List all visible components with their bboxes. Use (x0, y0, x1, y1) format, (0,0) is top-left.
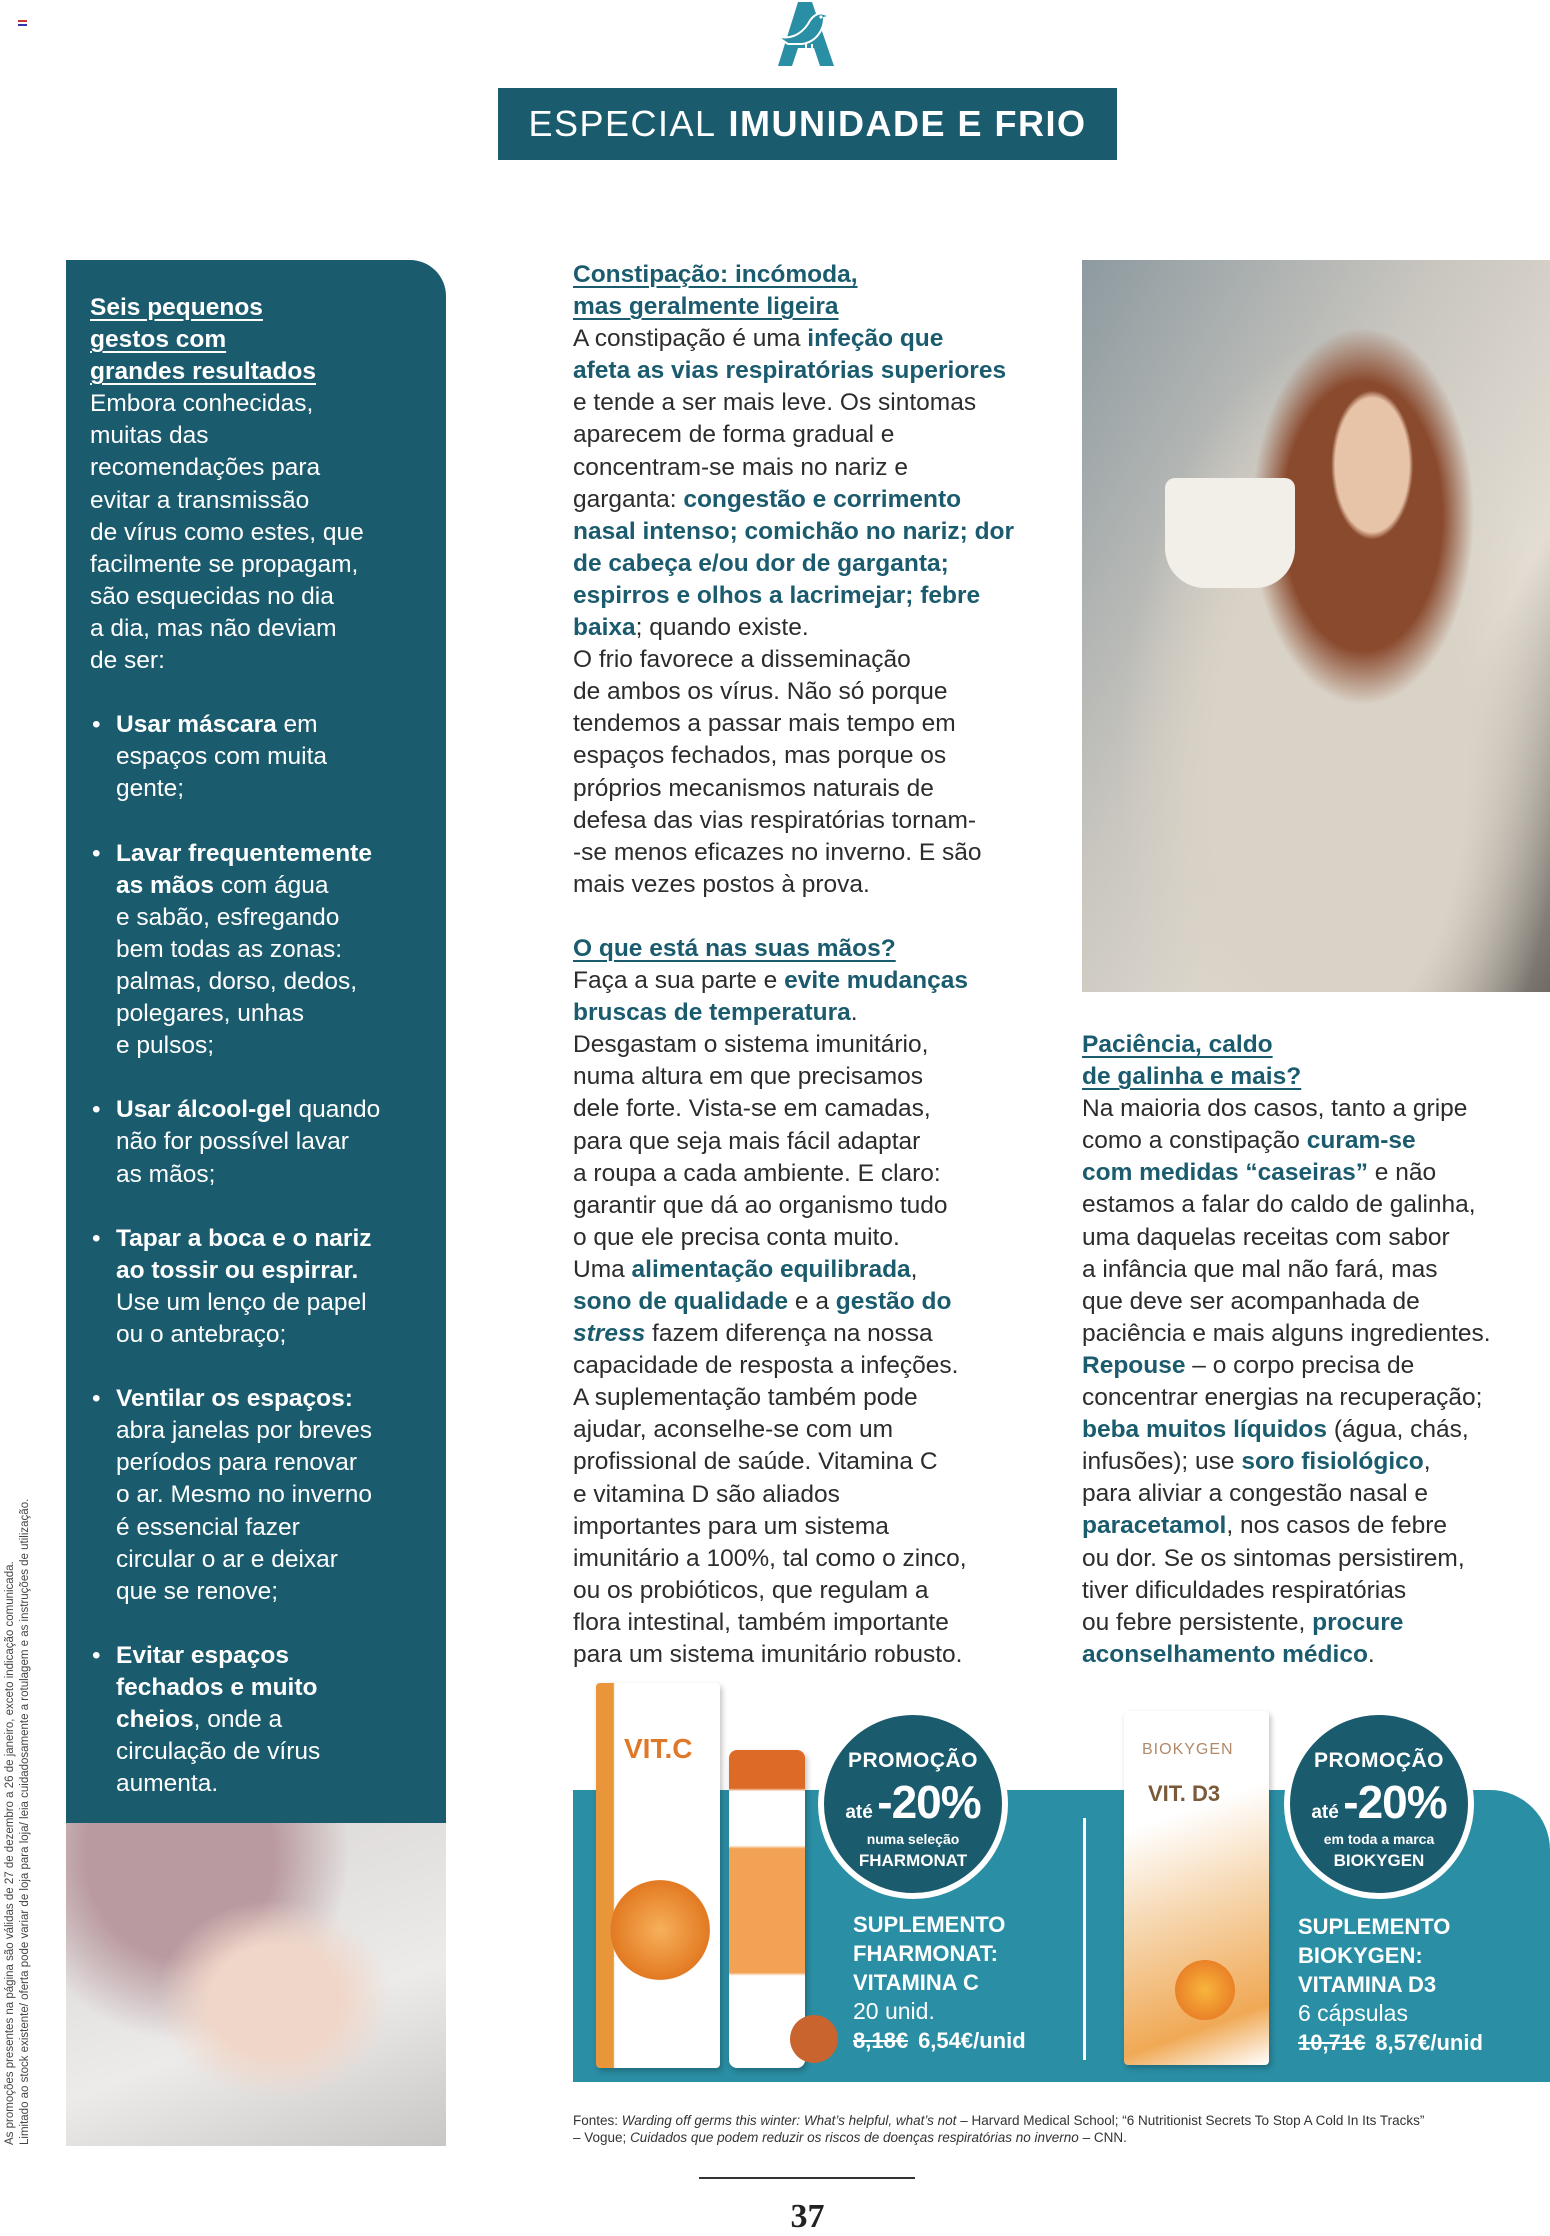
text-line (90, 613, 380, 645)
emphasis-text: stress (573, 1320, 646, 1348)
badge-title: PROMOÇÃO (1314, 1749, 1444, 1772)
pack-label: VIT. D3 (1148, 1781, 1221, 1806)
text-line (90, 741, 380, 773)
bullet-item-line (90, 838, 380, 870)
text-line (573, 708, 1014, 740)
text-line (90, 806, 380, 838)
text-line (90, 870, 380, 902)
emphasis-text: Usar álcool-gel (116, 1096, 292, 1124)
text-line (573, 1511, 1014, 1543)
badge-brand: BIOKYGEN (1333, 1851, 1425, 1870)
emphasis-text: alimentação equilibrada (631, 1255, 911, 1283)
text-line (90, 1126, 380, 1158)
text-segment: estamos a falar do caldo de galinha, (1082, 1191, 1476, 1219)
text-segment: , nos casos de febre (1226, 1512, 1447, 1540)
text-line (573, 484, 1014, 516)
text-line (573, 773, 1014, 805)
text-segment: ou febre persistente, (1082, 1608, 1313, 1636)
text-segment: dele forte. Vista-se em camadas, (573, 1095, 931, 1123)
text-segment: com água (214, 871, 329, 899)
hand-washing-photo (66, 1823, 446, 2146)
text-segment: Embora conhecidas, (90, 390, 314, 418)
text-segment: em (276, 711, 318, 739)
text-segment: mais vezes postos à prova. (573, 870, 870, 898)
old-price: 8,18€ (853, 2028, 909, 2053)
text-line (1082, 1157, 1491, 1189)
text-line (1082, 1350, 1491, 1382)
text-segment: e a (788, 1288, 836, 1315)
title-light: ESPECIAL (528, 103, 717, 144)
vitamin-c-tube-image (729, 1750, 805, 2068)
text-segment: e vitamina D são aliados (573, 1480, 840, 1508)
text-line (90, 1479, 380, 1511)
text-line (1082, 1093, 1491, 1125)
text-segment: (água, chás, (1327, 1416, 1469, 1444)
text-segment: facilmente se propagam, (90, 550, 359, 578)
emphasis-text: baixa (573, 614, 636, 642)
text-segment: paciência e mais alguns ingredientes. (1082, 1319, 1491, 1347)
emphasis-text: curam-se (1306, 1127, 1416, 1155)
text-line (573, 1093, 1014, 1125)
woman-with-blanket-photo (1082, 260, 1550, 992)
emphasis-text: infeção que (807, 325, 944, 353)
text-line (90, 1062, 380, 1094)
emphasis-text: Ventilar os espaços: (116, 1385, 353, 1413)
text-segment: . (1367, 1640, 1375, 1668)
section-heading-line (1082, 1029, 1491, 1061)
section-heading-line (573, 933, 1014, 965)
flag-icon (18, 20, 27, 26)
text-line (90, 452, 380, 484)
text-line (90, 388, 380, 420)
section-heading-line (573, 291, 1014, 323)
text-segment: Desgastam o sistema imunitário, (573, 1031, 929, 1059)
text-line (1082, 1414, 1491, 1446)
source-text: – Vogue; (573, 2130, 631, 2145)
text-line (90, 1255, 380, 1287)
text-segment: grandes resultados (90, 358, 317, 386)
text-line (573, 1126, 1014, 1158)
text-line (573, 1382, 1014, 1414)
page-number: 37 (790, 2198, 825, 2235)
text-segment: mas geralmente ligeira (573, 293, 839, 321)
product-quantity: 20 unid. (853, 1998, 935, 2024)
text-line (90, 645, 380, 677)
text-line (573, 516, 1014, 548)
text-segment: importantes para um sistema (573, 1512, 889, 1540)
promo-divider (1083, 1818, 1086, 2060)
old-price: 10,71€ (1298, 2030, 1366, 2055)
text-line (573, 965, 1014, 997)
text-segment: espaços com muita (116, 743, 328, 771)
emphasis-text: nasal intenso; comichão no nariz; dor (573, 517, 1015, 545)
text-segment: recomendações para (90, 454, 321, 482)
text-line (573, 1318, 1014, 1350)
section-heading-line (1082, 1061, 1491, 1093)
text-line (573, 452, 1014, 484)
emphasis-text: fechados e muito (116, 1674, 318, 1702)
text-segment: tiver dificuldades respiratórias (1082, 1576, 1407, 1604)
badge-percent: -20% (877, 1776, 981, 1828)
text-line (573, 1575, 1014, 1607)
text-line (573, 1222, 1014, 1254)
text-segment: de galinha e mais? (1082, 1063, 1302, 1091)
text-line (573, 1639, 1014, 1671)
text-line (1082, 1125, 1491, 1157)
text-line (573, 1286, 1014, 1318)
text-line (573, 323, 1014, 355)
text-segment: e pulsos; (116, 1032, 215, 1060)
text-line (573, 1350, 1014, 1382)
vitamin-c-box-image (596, 1683, 720, 2068)
bullet-item-line (90, 1640, 380, 1672)
text-segment: A constipação é uma (573, 325, 808, 353)
text-segment: de ambos os vírus. Não só porque (573, 678, 948, 706)
text-line (90, 934, 380, 966)
orange-slice-image (610, 1880, 710, 1980)
text-segment: garantir que dá ao organismo tudo (573, 1191, 948, 1219)
text-segment: espaços fechados, mas porque os (573, 742, 947, 770)
text-segment: uma daquelas receitas com sabor (1082, 1223, 1450, 1251)
product-name-line: VITAMINA D3 (1298, 1972, 1437, 1997)
text-segment: de vírus como estes, que (90, 518, 364, 546)
sources-footnote (573, 2112, 1424, 2146)
text-line (573, 1607, 1014, 1639)
text-line (1082, 1446, 1491, 1478)
emphasis-text: Usar máscara (116, 711, 277, 739)
text-line (1082, 1478, 1491, 1510)
text-segment: infusões); use (1082, 1448, 1242, 1476)
text-segment: períodos para renovar (116, 1449, 358, 1477)
text-segment: fazem diferença na nossa (645, 1320, 933, 1348)
text-segment: evitar a transmissão (90, 486, 310, 514)
text-segment: imunitário a 100%, tal como o zinco, (573, 1544, 967, 1572)
source-text: – Harvard Medical School; “6 Nutritionist Secrets To Stop A Cold In Its Tracks” (956, 2113, 1425, 2128)
emphasis-text: procure (1312, 1608, 1404, 1636)
text-segment: concentram-se mais no nariz e (573, 453, 908, 481)
text-segment: aumenta. (116, 1770, 219, 1798)
text-segment: . (850, 999, 858, 1027)
emphasis-text: evite mudanças (784, 967, 968, 995)
text-line (90, 902, 380, 934)
emphasis-text: gestão do (835, 1288, 952, 1315)
text-segment: garganta: (573, 485, 684, 513)
text-segment: e tende a ser mais leve. Os sintomas (573, 389, 977, 417)
product-name-line: BIOKYGEN: (1298, 1943, 1423, 1968)
product-name-line: SUPLEMENTO (853, 1912, 1006, 1937)
footer-rule (699, 2177, 915, 2179)
cup-in-photo (1165, 478, 1295, 588)
text-line (1082, 1222, 1491, 1254)
text-segment: polegares, unhas (116, 1000, 304, 1028)
badge-ate: até (845, 1802, 873, 1823)
text-segment: palmas, dorso, dedos, (116, 967, 358, 995)
text-segment: profissional de saúde. Vitamina C (573, 1448, 938, 1476)
tips-text (90, 292, 380, 1800)
emphasis-text: Lavar frequentemente (116, 839, 372, 867)
text-segment: não for possível lavar (116, 1128, 349, 1156)
text-line (573, 740, 1014, 772)
text-segment: ou os probióticos, que regulam a (573, 1576, 929, 1604)
text-line (1082, 1543, 1491, 1575)
badge-percent: -20% (1343, 1776, 1447, 1828)
text-line (573, 837, 1014, 869)
text-segment: a infância que mal não fará, mas (1082, 1255, 1438, 1283)
text-segment: numa altura em que precisamos (573, 1063, 923, 1091)
text-line (90, 998, 380, 1030)
pack-brand: BIOKYGEN (1142, 1741, 1234, 1758)
text-line (90, 1447, 380, 1479)
text-line (90, 1512, 380, 1544)
text-line (573, 387, 1014, 419)
text-line (573, 869, 1014, 901)
section-heading-line (90, 292, 380, 324)
text-segment: , (1423, 1448, 1431, 1476)
emphasis-text: aconselhamento médico (1082, 1640, 1368, 1668)
product-info-vitamin-d3 (1298, 1912, 1483, 2057)
page-title-banner (498, 88, 1117, 160)
sun-icon (1175, 1960, 1235, 2020)
text-segment: abra janelas por breves (116, 1417, 373, 1445)
article-right-column (1082, 1029, 1491, 1671)
bullet-item-line (90, 709, 380, 741)
text-segment: para que seja mais fácil adaptar (573, 1127, 921, 1155)
emphasis-text: as mãos (116, 871, 215, 899)
text-segment: que se renove; (116, 1577, 279, 1605)
text-segment: Faça a sua parte e (573, 967, 785, 995)
text-line (573, 676, 1014, 708)
text-line (90, 1544, 380, 1576)
product-name-line: SUPLEMENTO (1298, 1914, 1451, 1939)
text-segment: -se menos eficazes no inverno. E são (573, 838, 982, 866)
badge-line: numa seleção (866, 1831, 960, 1847)
text-line (90, 677, 380, 709)
text-line (573, 1254, 1014, 1286)
text-segment: como a constipação (1082, 1127, 1307, 1155)
text-segment: tendemos a passar mais tempo em (573, 710, 956, 738)
product-quantity: 6 cápsulas (1298, 2000, 1408, 2026)
text-segment: aparecem de forma gradual e (573, 421, 895, 449)
text-line (90, 1030, 380, 1062)
pack-label: VIT.C (624, 1733, 693, 1764)
text-segment: bem todas as zonas: (116, 935, 343, 963)
text-line (90, 966, 380, 998)
text-line (90, 581, 380, 613)
text-segment: flora intestinal, também importante (573, 1608, 949, 1636)
text-segment: o que ele precisa conta muito. (573, 1223, 900, 1251)
text-line (90, 1159, 380, 1191)
text-line (90, 1319, 380, 1351)
badge-brand: FHARMONAT (858, 1851, 968, 1870)
source-title: Cuidados que podem reduzir os riscos de doenças respiratórias no inverno (630, 2130, 1079, 2145)
emphasis-text: ao tossir ou espirrar. (116, 1256, 359, 1284)
text-line (90, 1576, 380, 1608)
badge-line: em toda a marca (1323, 1831, 1435, 1847)
emphasis-text: com medidas “caseiras” (1082, 1159, 1368, 1187)
text-line (573, 1543, 1014, 1575)
text-segment: gestos com (90, 326, 227, 354)
text-segment: ; quando existe. (635, 614, 809, 642)
text-segment: circular o ar e deixar (116, 1545, 338, 1573)
text-line (573, 419, 1014, 451)
text-line (1082, 1510, 1491, 1542)
effervescent-tablet-image (790, 2015, 838, 2063)
new-price: 8,57€/unid (1375, 2030, 1483, 2055)
text-segment: capacidade de resposta a infeções. (573, 1352, 959, 1380)
bullet-item-line (90, 1223, 380, 1255)
text-segment: as mãos; (116, 1160, 216, 1188)
sources-prefix: Fontes: (573, 2113, 622, 2128)
text-line (1082, 1607, 1491, 1639)
text-segment: ou dor. Se os sintomas persistirem, (1082, 1544, 1465, 1572)
text-line (573, 612, 1014, 644)
text-line (573, 1029, 1014, 1061)
text-segment: O frio favorece a disseminação (573, 646, 911, 674)
product-name-line: FHARMONAT: (853, 1941, 999, 1966)
text-segment: A suplementação também pode (573, 1384, 918, 1412)
title-bold: IMUNIDADE E FRIO (728, 103, 1087, 144)
text-segment: que deve ser acompanhada de (1082, 1287, 1420, 1315)
text-line (573, 1479, 1014, 1511)
emphasis-text: bruscas de temperatura (573, 999, 851, 1027)
text-line (1082, 1575, 1491, 1607)
text-segment: ou o antebraço; (116, 1321, 287, 1348)
text-line (90, 1608, 380, 1640)
emphasis-text: Evitar espaços (116, 1641, 289, 1669)
text-line (90, 1672, 380, 1704)
text-line (90, 1704, 380, 1736)
bullet-item-line (90, 1383, 380, 1415)
text-line (573, 1446, 1014, 1478)
text-line (90, 517, 380, 549)
text-segment: de ser: (90, 647, 165, 675)
emphasis-text: sono de qualidade (573, 1288, 789, 1315)
text-segment: O que está nas suas mãos? (573, 934, 896, 962)
text-segment: circulação de vírus (116, 1738, 321, 1766)
text-segment: e não (1368, 1159, 1437, 1187)
text-line (1082, 1318, 1491, 1350)
text-line (90, 1351, 380, 1383)
text-line (90, 549, 380, 581)
text-segment: concentrar energias na recuperação; (1082, 1384, 1483, 1412)
emphasis-text: paracetamol (1082, 1512, 1227, 1540)
text-line (573, 355, 1014, 387)
emphasis-text: congestão e corrimento (683, 485, 962, 513)
text-segment: próprios mecanismos naturais de (573, 774, 934, 802)
product-name-line: VITAMINA C (853, 1970, 979, 1995)
text-line (90, 1768, 380, 1800)
article-middle-column (573, 259, 1014, 1671)
text-segment: são esquecidas no dia (90, 582, 334, 610)
section-heading-line (90, 356, 380, 388)
text-segment: – o corpo precisa de (1185, 1351, 1415, 1379)
emphasis-text: de cabeça e/ou dor de garganta; (573, 549, 949, 577)
product-info-vitamin-c (853, 1910, 1026, 2055)
auchan-bird-logo (768, 0, 844, 68)
text-segment: , onde a (193, 1706, 283, 1734)
text-line (573, 1158, 1014, 1190)
text-segment: ajudar, aconselhe-se com um (573, 1416, 894, 1444)
text-line (90, 1415, 380, 1447)
text-segment: e sabão, esfregando (116, 903, 340, 931)
text-segment: Paciência, caldo (1082, 1031, 1273, 1058)
text-line (1082, 1189, 1491, 1221)
emphasis-text: Repouse (1082, 1351, 1186, 1379)
text-segment: o ar. Mesmo no inverno (116, 1481, 373, 1509)
text-segment: defesa das vias respiratórias tornam- (573, 806, 977, 834)
section-heading-line (90, 324, 380, 356)
text-line (1082, 1382, 1491, 1414)
text-line (90, 773, 380, 805)
text-segment: gente; (116, 775, 185, 803)
emphasis-text: soro fisiológico (1241, 1448, 1424, 1476)
bullet-item-line (90, 1094, 380, 1126)
text-line (573, 1061, 1014, 1093)
text-segment: a roupa a cada ambiente. E claro: (573, 1159, 941, 1187)
emphasis-text: Tapar a boca e o nariz (116, 1224, 372, 1252)
badge-ate: até (1311, 1802, 1339, 1823)
emphasis-text: beba muitos líquidos (1082, 1416, 1328, 1444)
text-line (573, 644, 1014, 676)
promo-badge-fharmonat (818, 1709, 1008, 1899)
legal-line: As promoções presentes na página são válidas de 27 de dezembro a 26 de janeiro, exceto indicação comunicada. (4, 1561, 16, 2145)
text-segment: , (910, 1255, 918, 1283)
legal-side-note (3, 1499, 33, 2145)
text-line (1082, 1639, 1491, 1671)
text-line (1082, 1286, 1491, 1318)
text-segment: Uma (573, 1255, 632, 1283)
emphasis-text: cheios (116, 1706, 194, 1734)
text-line (90, 420, 380, 452)
section-heading-line (573, 259, 1014, 291)
text-line (573, 997, 1014, 1029)
text-segment: para aliviar a congestão nasal e (1082, 1480, 1428, 1508)
text-line (573, 1190, 1014, 1222)
text-segment: a dia, mas não deviam (90, 614, 337, 642)
text-segment: Na maioria dos casos, tanto a gripe (1082, 1095, 1468, 1123)
text-segment: quando (291, 1096, 381, 1124)
text-segment: Use um lenço de papel (116, 1288, 367, 1316)
text-line (1082, 1254, 1491, 1286)
source-text: – CNN. (1078, 2130, 1127, 2145)
text-line (90, 1736, 380, 1768)
text-line (573, 580, 1014, 612)
text-line (90, 1287, 380, 1319)
promo-badge-biokygen (1284, 1709, 1474, 1899)
text-segment: é essencial fazer (116, 1513, 300, 1541)
text-line (573, 901, 1014, 933)
legal-line: Limitado ao stock existente/ oferta pode variar de loja para loja/ leia cuidadosamente a rotulagem e as instruções de utilização. (19, 1498, 31, 2145)
badge-title: PROMOÇÃO (848, 1749, 978, 1772)
text-segment: muitas das (90, 422, 209, 450)
text-line (573, 548, 1014, 580)
emphasis-text: espirros e olhos a lacrimejar; febre (573, 581, 981, 609)
new-price: 6,54€/unid (918, 2028, 1026, 2053)
emphasis-text: afeta as vias respiratórias superiores (573, 357, 1007, 385)
text-line (573, 1414, 1014, 1446)
text-segment: para um sistema imunitário robusto. (573, 1641, 963, 1669)
text-line (90, 485, 380, 517)
text-segment: Seis pequenos (90, 294, 263, 321)
text-segment: Constipação: incómoda, (573, 261, 858, 288)
text-line (90, 1191, 380, 1223)
text-line (573, 805, 1014, 837)
source-title: Warding off germs this winter: What’s helpful, what’s not (621, 2113, 957, 2128)
